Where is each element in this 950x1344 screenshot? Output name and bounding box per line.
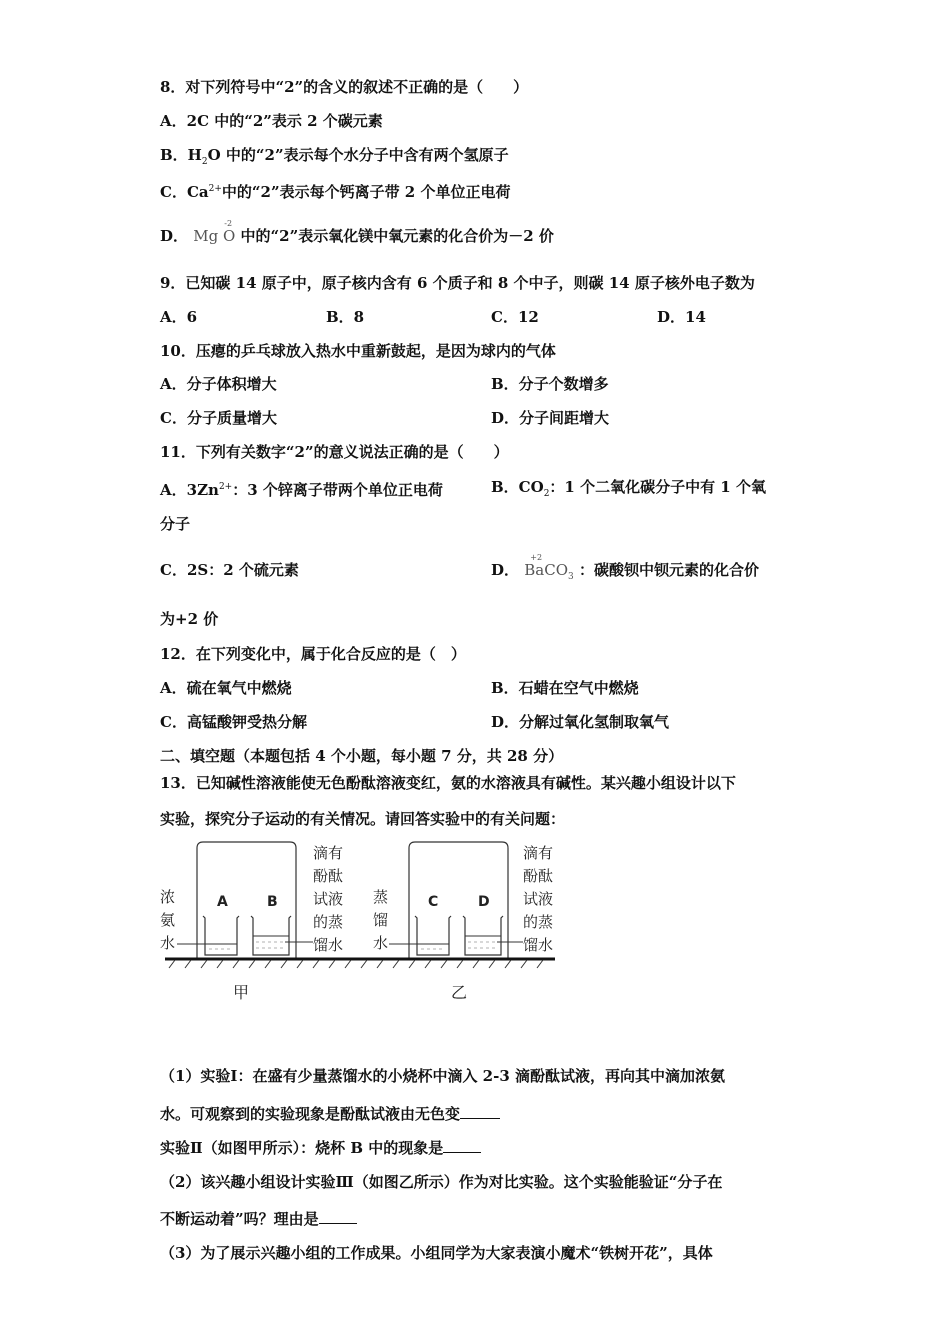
q8-d-valence: -2 [224,219,233,228]
q12-stem: 12．在下列变化中，属于化合反应的是（ ） [160,645,466,663]
label-mid-3: 水 [373,934,389,952]
q13-p2-line2 [160,1209,357,1229]
label-mid-2: 馏 [373,911,389,929]
q9-stem: 9．已知碳 14 原子中，原子核内含有 6 个质子和 8 个中子，则碳 14 原子核外电子数为 [160,274,755,292]
q13-p2-line1: （2）该兴趣小组设计实验Ⅲ（如图乙所示）作为对比实验。这个实验能验证“分子在 [160,1173,723,1191]
q8-c-sup: 2+ [208,184,222,194]
label-right-yi-1: 滴有 [523,844,554,862]
q8-b-post: O 中的“2”表示每个水分子中含有两个氢原子 [207,146,509,164]
q11-d-formula: BaCO [524,561,568,579]
experiment-figure [155,838,565,1008]
q11-d-pre: D． [491,561,520,579]
q8-c-pre: C．Ca [160,183,209,201]
q12-option-b: B．石蜡在空气中燃烧 [491,679,639,697]
q11-a-pre: A．3Zn [160,481,219,499]
q8-b-sub: 2 [201,157,208,167]
label-right-jia-3: 试液 [313,890,344,908]
q8-stem: 8．对下列符号中“2”的含义的叙述不正确的是（ ） [160,78,529,96]
q9-option-d: D．14 [657,308,706,326]
answer-blank-1[interactable] [460,1104,500,1119]
q11-b-pre: B．CO [491,478,544,496]
answer-blank-3[interactable] [319,1209,357,1224]
answer-blank-2[interactable] [443,1138,481,1153]
label-left-1: 浓 [160,888,176,906]
q13-p3-line1: （3）为了展示兴趣小组的工作成果。小组同学为大家表演小魔术“铁树开花”，具体 [160,1244,713,1262]
caption-jia: 甲 [233,983,250,1002]
q12-option-d: D．分解过氧化氢制取氧气 [491,713,670,731]
section-heading: 二、填空题（本题包括 4 个小题，每小题 7 分，共 28 分） [160,747,564,765]
q10-option-c: C．分子质量增大 [160,409,277,427]
bell-jar-jia [197,842,296,958]
q10-option-b: B．分子个数增多 [491,375,609,393]
label-right-yi-3: 试液 [523,890,554,908]
q8-b-pre: B．H [160,146,202,164]
q10-option-d: D．分子间距增大 [491,409,610,427]
q13-stem-line1: 13．已知碱性溶液能使无色酚酞溶液变红，氨的水溶液具有碱性。某兴趣小组设计以下 [160,774,736,792]
label-mid-1: 蒸 [373,888,389,906]
q11-a-sup: 2+ [218,482,233,492]
q12-option-c: C．高锰酸钾受热分解 [160,713,307,731]
label-right-yi-4: 的蒸 [523,913,554,931]
q9-option-a: A．6 [160,308,198,326]
label-right-jia-4: 的蒸 [313,913,344,931]
label-right-jia-2: 酚酞 [313,867,344,885]
label-right-yi-2: 酚酞 [523,867,554,885]
label-right-jia-1: 滴有 [313,844,344,862]
q8-d-pre: D． [160,227,189,245]
q11-option-b-cont: 分子 [160,515,191,533]
q13-p1-line2-text: 水。可观察到的实验现象是酚酞试液由无色变 [160,1105,461,1123]
q13-p1-line1: （1）实验Ⅰ：在盛有少量蒸馏水的小烧杯中滴入 2-3 滴酚酞试液，再向其中滴加浓氨 [160,1067,726,1085]
caption-yi: 乙 [451,983,468,1002]
q13-p1-line3 [160,1138,481,1158]
q11-option-d-cont: 为+2 价 [160,610,219,628]
q11-option-d [491,553,759,587]
q8-d-formula: Mg O [193,227,236,245]
q13-p2-line2-text: 不断运动着”吗？理由是 [160,1210,319,1228]
q11-option-c: C．2S：2 个硫元素 [160,561,299,579]
q8-c-post: 中的“2”表示每个钙离子带 2 个单位正电荷 [221,183,511,201]
q13-p1-line2 [160,1104,500,1124]
q11-stem: 11．下列有关数字“2”的意义说法正确的是（ ） [160,443,509,461]
q11-d-formula-sub: 3 [568,572,574,582]
q9-option-c: C．12 [491,308,539,326]
q11-option-b [491,477,766,504]
q11-option-a [160,477,443,500]
q11-d-formula-wrap [524,553,574,587]
label-right-yi-5: 馏水 [523,936,554,954]
label-beaker-b: B [267,894,278,910]
q13-p1-line3-text: 实验Ⅱ（如图甲所示）：烧杯 B 中的现象是 [160,1139,444,1157]
q10-stem: 10．压瘪的乒乓球放入热水中重新鼓起，是因为球内的气体 [160,342,556,360]
q11-d-post: ：碳酸钡中钡元素的化合价 [578,561,759,579]
q8-d-formula-wrap [193,219,236,246]
q11-d-valence: +2 [530,553,543,562]
q8-option-d [160,219,554,246]
q8-option-b [160,145,509,172]
q10-option-a: A．分子体积增大 [160,375,277,393]
q11-b-sub: 2 [543,489,550,499]
label-beaker-a: A [217,894,228,910]
q9-option-b: B．8 [326,308,365,326]
bell-jar-yi [409,842,508,958]
label-left-2: 氨 [160,911,176,929]
label-left-3: 水 [160,934,176,952]
label-beaker-d: D [478,894,490,910]
q8-option-c [160,179,510,202]
q11-a-post: ：3 个锌离子带两个单位正电荷 [232,481,443,499]
q8-option-a: A．2C 中的“2”表示 2 个碳元素 [160,112,383,130]
q11-b-post: ：1 个二氧化碳分子中有 1 个氧 [549,478,766,496]
label-right-jia-5: 馏水 [313,936,344,954]
q12-option-a: A．硫在氧气中燃烧 [160,679,292,697]
table-hatch [169,960,543,968]
q8-d-post: 中的“2”表示氧化镁中氧元素的化合价为－2 价 [240,227,554,245]
q13-stem-line2: 实验，探究分子运动的有关情况。请回答实验中的有关问题： [160,810,566,828]
label-beaker-c: C [428,894,439,910]
